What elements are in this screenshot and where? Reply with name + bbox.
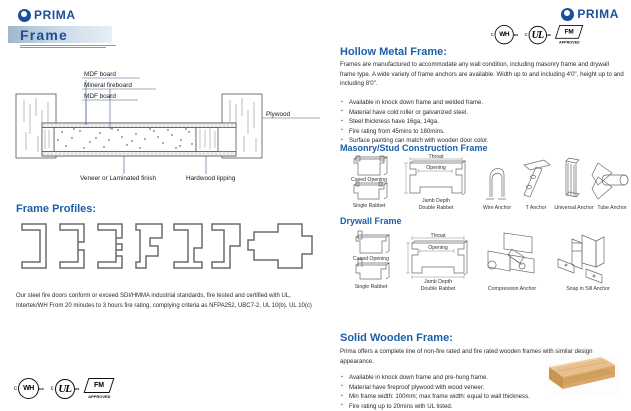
brand-name: PRIMA [34,8,76,22]
drywall-caption-2a: Jamb Depth [424,279,452,285]
list-item: ▪ Fire rating from 45mins to 180mins. [340,127,625,137]
list-item: ▪ Min frame width: 100mm; max frame width: equal to wall thickness. [340,392,540,402]
drywall-figures [340,229,628,298]
wood-plank-photo [545,355,619,397]
drywall-caption-0: Cased Opening [352,256,390,262]
drywall-label-opening: Opening [428,245,448,251]
drywall-caption-1: Single Rabbet [354,284,388,290]
cert-wh-intertek: c WH us [491,25,518,44]
list-item: ▪ Surface painting can match with wooden door color. [340,136,625,146]
masonry-caption-5: Universal Anchor [554,205,594,211]
wh-intertek-mark-icon: WH [494,25,513,44]
hollow-metal-bullets [340,93,625,146]
prima-circle-logo-icon [18,9,31,22]
title-underline [8,45,116,49]
hollow-metal-body: Frames are manufactured to accommodate any wall condition, including masonry frame and drywall frame type. A wide variety of frame anchors are available. Width up to and including 4'0", height up to and including 8'0". [340,61,624,88]
cert-wh-intertek: c WH us [14,378,44,399]
masonry-caption-2a: Jamb Depth [422,198,450,204]
brand-logo-topleft [18,8,76,22]
list-item: ▪ Material have fireproof plywood with wood veneer. [340,383,540,393]
ul-listed-mark-icon: UL [55,379,75,399]
masonry-label-throat: Throat [428,154,444,160]
cert-ul: c UL us [51,379,80,399]
solid-wooden-bullets [340,368,540,411]
list-item: ▪ Available in knock down frame and pre-hung frame. [340,373,540,383]
masonry-heading: Masonry/Stud Construction Frame [340,143,488,153]
solid-wooden-heading: Solid Wooden Frame: [340,332,453,344]
masonry-caption-6: Tube Anchor [597,205,627,211]
masonry-caption-0: Cased Opening [350,177,388,183]
drywall-caption-2b: Double Rabbet [420,286,456,292]
masonry-label-opening: Opening [426,165,446,171]
compliance-note: Our steel fire doors conform or exceed SDI/HMMA industrial standards, fire tested and certified with UL, Intertek/WH From 20 minutes to 3 hours fire rating, complying criteria as NFPA252, UBC7-2, UL 10(b), UL 10(c) [16,293,312,309]
prima-circle-logo-icon [561,8,574,21]
masonry-caption-3: Wire Anchor [482,205,512,211]
masonry-caption-1: Single Rabbet [352,203,386,209]
brand-logo-topright [561,7,619,21]
drywall-heading: Drywall Frame [340,216,402,226]
fm-approved-diamond-icon: FM [84,378,115,393]
page-title [8,26,116,48]
list-item: ▪ Fire rating up to 20mins with UL listed. [340,402,540,411]
certification-marks-top [491,25,581,44]
label-hardwood-lipping: Hardwood lipping [186,175,236,182]
cert-ul: c UL us [524,25,550,43]
masonry-caption-4: T Anchor [525,205,547,211]
frame-profiles-heading: Frame Profiles: [16,203,97,215]
page-title-banner [8,26,112,43]
drywall-caption-3: Compression Anchor [487,286,537,292]
list-item: ▪ Steel thickness have 16ga, 14ga. [340,117,625,127]
drywall-label-throat: Throat [430,233,446,239]
fm-approved-diamond-icon: FM [555,25,583,39]
list-item: ▪ Available in knock down frame and welded frame. [340,98,625,108]
frame-profiles-diagram [16,218,316,281]
hollow-metal-heading: Hollow Metal Frame: [340,46,447,58]
cert-fm-approved: FM APPROVED [557,25,581,44]
solid-wooden-body: Prima offers a complete line of non-fire rated and fire rated wooden frames with similar design appearance. [340,348,593,365]
label-plywood: Plywood [266,111,291,118]
ul-listed-mark-icon: UL [528,25,546,43]
door-cross-section-diagram [14,70,324,192]
label-mdf-board-bottom: MDF board [84,93,116,100]
page-title-text: Frame [20,26,69,43]
masonry-caption-2b: Double Rabbet [418,205,454,211]
drywall-caption-4: Snap in Sill Anchor [566,286,610,292]
label-mineral-fireboard: Mineral fireboard [84,82,132,89]
brand-name: PRIMA [577,7,619,21]
wh-intertek-mark-icon: WH [18,378,39,399]
list-item: ▪ Material have cold roller or galvanized steel. [340,108,625,118]
label-mdf-board-top: MDF board [84,71,116,78]
certification-marks-bottom [14,378,112,399]
label-veneer: Veneer or Laminated finish [80,175,157,182]
masonry-figures [340,155,628,216]
cert-fm-approved: FM APPROVED [86,378,112,399]
